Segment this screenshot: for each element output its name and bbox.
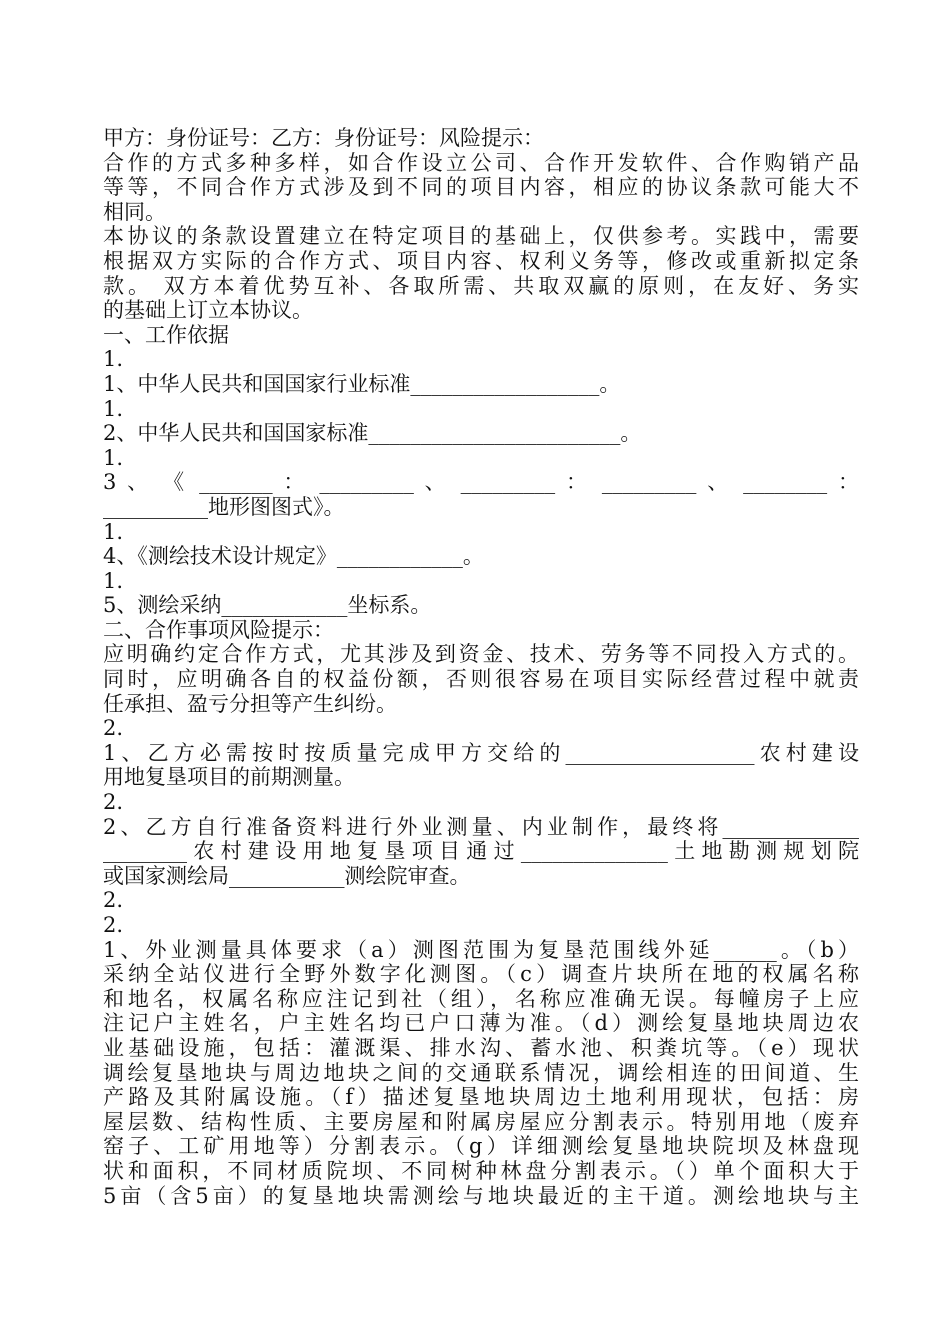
text-line: 应明确约定合作方式，尤其涉及到资金、技术、劳务等不同投入方式的。: [103, 642, 859, 667]
text-line: 2、中华人民共和国国家标准________________________。: [103, 421, 642, 446]
text-line: 窑子、工矿用地等）分割表示。（g）详细测绘复垦地块院坝及林盘现: [103, 1134, 859, 1159]
text-line: 1.: [103, 396, 124, 421]
text-line: 或国家测绘局___________测绘院审查。: [103, 863, 471, 888]
text-line: 1.: [103, 568, 124, 593]
text-line: 1.: [103, 519, 124, 544]
text-line: 的基础上订立本协议。: [103, 298, 313, 323]
section-heading: 一、工作依据: [103, 322, 229, 347]
text-line: 根据双方实际的合作方式、项目内容、权利义务等，修改或重新拟定条: [103, 248, 859, 273]
text-line: 用地复垦项目的前期测量。: [103, 765, 355, 790]
text-line: 2.: [103, 716, 124, 741]
document-body: [103, 126, 859, 1208]
text-line: 同时，应明确各自的权益份额，否则很容易在项目实际经营过程中就责: [103, 667, 859, 692]
text-line: 采纳全站仪进行全野外数字化测图。（c）调查片块所在地的权属名称: [103, 962, 859, 987]
text-line: 产路及其附属设施。（f）描述复垦地块周边土地利用现状，包括：房: [103, 1085, 859, 1110]
text-line: 2、乙方自行准备资料进行外业测量、内业制作，最终将_____________: [103, 814, 859, 839]
text-line: 业基础设施，包括：灌溉渠、排水沟、蓄水池、积粪坑等。（e）现状: [103, 1035, 859, 1060]
text-line: 合作的方式多种多样，如合作设立公司、合作开发软件、合作购销产品: [103, 150, 859, 175]
text-line: __________地形图图式》。: [103, 494, 345, 519]
text-line: 状和面积，不同材质院坝、不同树种林盘分割表示。（）单个面积大于: [103, 1158, 859, 1183]
text-line: 2.: [103, 888, 124, 913]
text-line: ________农村建设用地复垦项目通过______________土地勘测规划院: [103, 839, 859, 864]
text-line: 调绘复垦地块与周边地块之间的交通联系情况，调绘相连的田间道、生: [103, 1060, 859, 1085]
text-line: 4、《测绘技术设计规定》____________。: [103, 544, 484, 569]
text-line: 甲方：身份证号：乙方：身份证号：风险提示：: [103, 126, 544, 150]
text-line: 3 、 《 _______ ： _________ 、 _________ ： _________ 、 ________ ：: [103, 470, 859, 495]
text-line: 相同。: [103, 199, 166, 224]
text-line: 1、中华人民共和国国家行业标准__________________。: [103, 371, 621, 396]
text-line: 1、乙方必需按时按质量完成甲方交给的__________________农村建设: [103, 740, 859, 765]
section-heading: 二、合作事项风险提示：: [103, 617, 334, 642]
text-line: 等等，不同合作方式涉及到不同的项目内容，相应的协议条款可能大不: [103, 175, 859, 200]
text-line: 任承担、盈亏分担等产生纠纷。: [103, 691, 397, 716]
text-line: 1、外业测量具体要求（a）测图范围为复垦范围线外延______。（b）: [103, 937, 859, 962]
text-line: 屋层数、结构性质、主要房屋和附属房屋应分割表示。特别用地（废弃: [103, 1109, 859, 1134]
text-line: 5、测绘采纳____________坐标系。: [103, 593, 432, 618]
text-line: 本协议的条款设置建立在特定项目的基础上，仅供参考。实践中，需要: [103, 224, 859, 249]
text-line: 1.: [103, 445, 124, 470]
text-line: 和地名，权属名称应注记到社（组），名称应准确无误。每幢房子上应: [103, 986, 859, 1011]
text-line: 5亩（含5亩）的复垦地块需测绘与地块最近的主干道。测绘地块与主: [103, 1183, 859, 1208]
text-line: 2.: [103, 790, 124, 815]
text-line: 注记户主姓名，户主姓名均已户口薄为准。（d）测绘复垦地块周边农: [103, 1011, 859, 1036]
text-line: 2.: [103, 913, 124, 937]
text-line: 款。 双方本着优势互补、各取所需、共取双赢的原则，在友好、务实: [103, 273, 859, 298]
text-line: 1.: [103, 347, 124, 372]
